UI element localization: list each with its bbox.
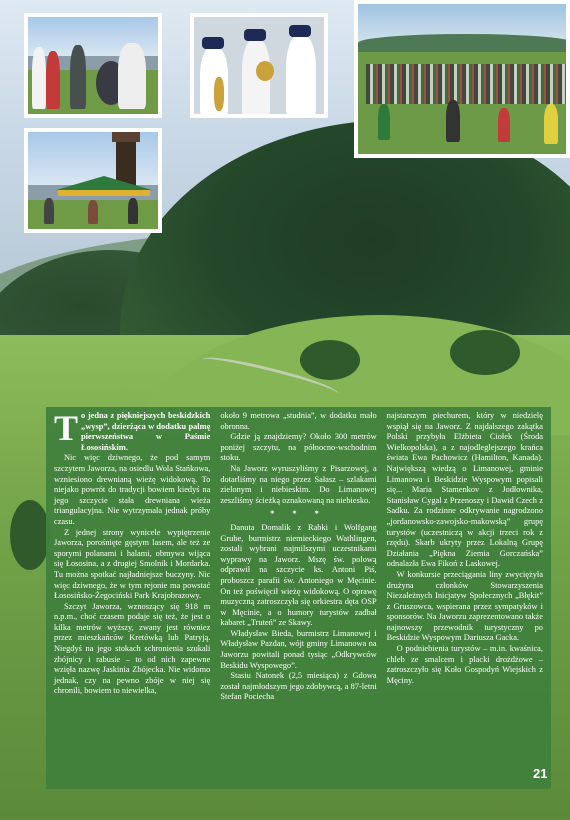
photo-visitors-wheelchair [24, 13, 162, 118]
article-lead-paragraph: To jedna z piękniejszych beskidzkich „wysp”, dzierżąca w dodatku palmę pierwszeństwa w Paśmie Łososińskim. [54, 408, 211, 452]
article-paragraph: Stasiu Natonek (2,5 miesiąca) z Gdowa został najmłodszym jego zdobywcą, a 87-letni Stefan Pociecha [220, 671, 377, 702]
article-paragraph: Władysław Bieda, burmistrz Limanowej i Władysław Pazdan, wójt gminy Limanowa na Jaworzu powitali ponad tysiąc „Odkrywców Beskidu Wyspowego”. [220, 628, 377, 670]
section-separator: * * * [270, 509, 327, 519]
article-paragraph: Nic więc dziwnego, że pod samym szczytem Jaworza, na osiedlu Wola Stańkowa, wzniesiono drewnianą wieżę widokową. To niejako powrót do tradycji bowiem kiedyś na jego szczycie stała drewniana wieża triangulacyjna. Nie wytrzymała jednak próby czasu. [54, 453, 211, 526]
article-paragraph: Danuta Domalik z Rabki i Wolfgang Grube, burmistrz niemieckiego Wathlingen, zostali wybrani najmilszymi uczestnikami wyprawy na Jaworz. Mszę św. polową odprawił na szczycie ks. Antoni Piś, proboszcz parafii św. Antoniego w Męcinie. On też poświęcił wieżę widokową. O oprawę muzyczną zatroszczyła się orkiestra dęta OSP w Męcinie, a o humory turystów zadbał kabaret „Truteń” ze Skawy. [220, 522, 377, 628]
article-paragraph: najstarszym piechurem, który w niedzielę wspiął się na Jaworz. Z najdalszego zakątka Polski przybyła Elżbieta Ciołek (Środa Wielkopolska), a z najodleglejszego krańca świata Ewa Pachowicz (Hamilton, Kanada). Największą wiedzą o Limanowej, gminie Limanowa i Beskidzie Wyspowym popisali się... Maria Stamenkov z Jodłownika, Stanisław Cygal z Przenoszy i Dawid Czech z Sadku. Za rodzinne odkrywanie nagrodzono „jordanowsko-zawojsko-makowską” grupę turystów (uczestniczą w akcji trzeci rok z rzędu). Skarb ukryty przez Lokalną Grupę Działania „Piękna Ziemia Gorczańska” odnalazła Ewa Fikoń z Laskowej. [386, 411, 543, 569]
bush [300, 340, 360, 380]
article-paragraph: Szczyt Jaworza, wznoszący się 918 m n.p.m., choć czasem podaje się też, że jest o kilka metrów wyższy, zwany jest równiez przez mieszkańców Kretówką lub Patryją. Niegdyś na jego stokach schronienia szukali zbójnicy i rabusie – to od nich zapewne wzięła nazwę Jaskinia Zbójecka. Nie widomo jednak, czy na pewno zbóje w niej się chronili, bowiem to niewielka, [54, 601, 211, 696]
photo-crowd-meadow [354, 0, 570, 158]
bush [10, 500, 50, 570]
photo-watchtower [24, 128, 162, 233]
article-paragraph: Z jednej strony wynicele wypiętrzenie Jaworza, porośnięte gęstym lasem, ale też ze sporymi polanami i halami, obmywa wijąca się Łososina, a z drugiej Smolnik i Mordarka. Tu można spotkać najładniejsze buczyny. Nic więc dziwnego, że w tym rejonie ma powstać Łososińsko-Żegociński Park Krajobrazowy. [54, 527, 211, 601]
drop-cap: T [54, 408, 79, 448]
article-box [46, 407, 551, 789]
bush [450, 330, 520, 375]
article-paragraph: około 9 metrowa „studnia”, w dodatku mało obronna. [220, 411, 377, 431]
article-paragraph: O podniebienia turystów – m.in. kwaśnica, chleb ze smalcem i placki drożdżowe – zatroszczyło się Koło Gospodyń Wiejskich z Męciny. [386, 644, 543, 685]
article-paragraph: Na Jaworz wyruszyliśmy z Pisarzowej, a dotarliśmy na niego przez Sałasz – szlakami zielonym i niebieskim. Do Limanowej zeszliśmy ścieżką oznakowaną na niebiesko. [220, 463, 377, 505]
article-column-3 [387, 411, 543, 785]
page-number: 21 [533, 766, 548, 781]
photo-brass-band [190, 13, 328, 118]
article-column-1 [54, 408, 211, 785]
article-paragraph: Gdzie ją znajdziemy? Około 300 metrów poniżej szczytu, na północno-wschodnim stoku. [220, 432, 377, 463]
article-column-2 [220, 411, 376, 785]
article-paragraph: W konkursie przeciągania liny zwyciężyła drużyna członków Stowarzyszenia Niezależnych Inicjatyw Społecznych „Błękit” z Gruszowca, wspierana przez sympatyków i sponsorów. Na Jaworzu zaprezentowano także najnowszy przewodnik turystyczny po Beskidzie Wyspowym Dariusza Gacka. [386, 569, 543, 643]
